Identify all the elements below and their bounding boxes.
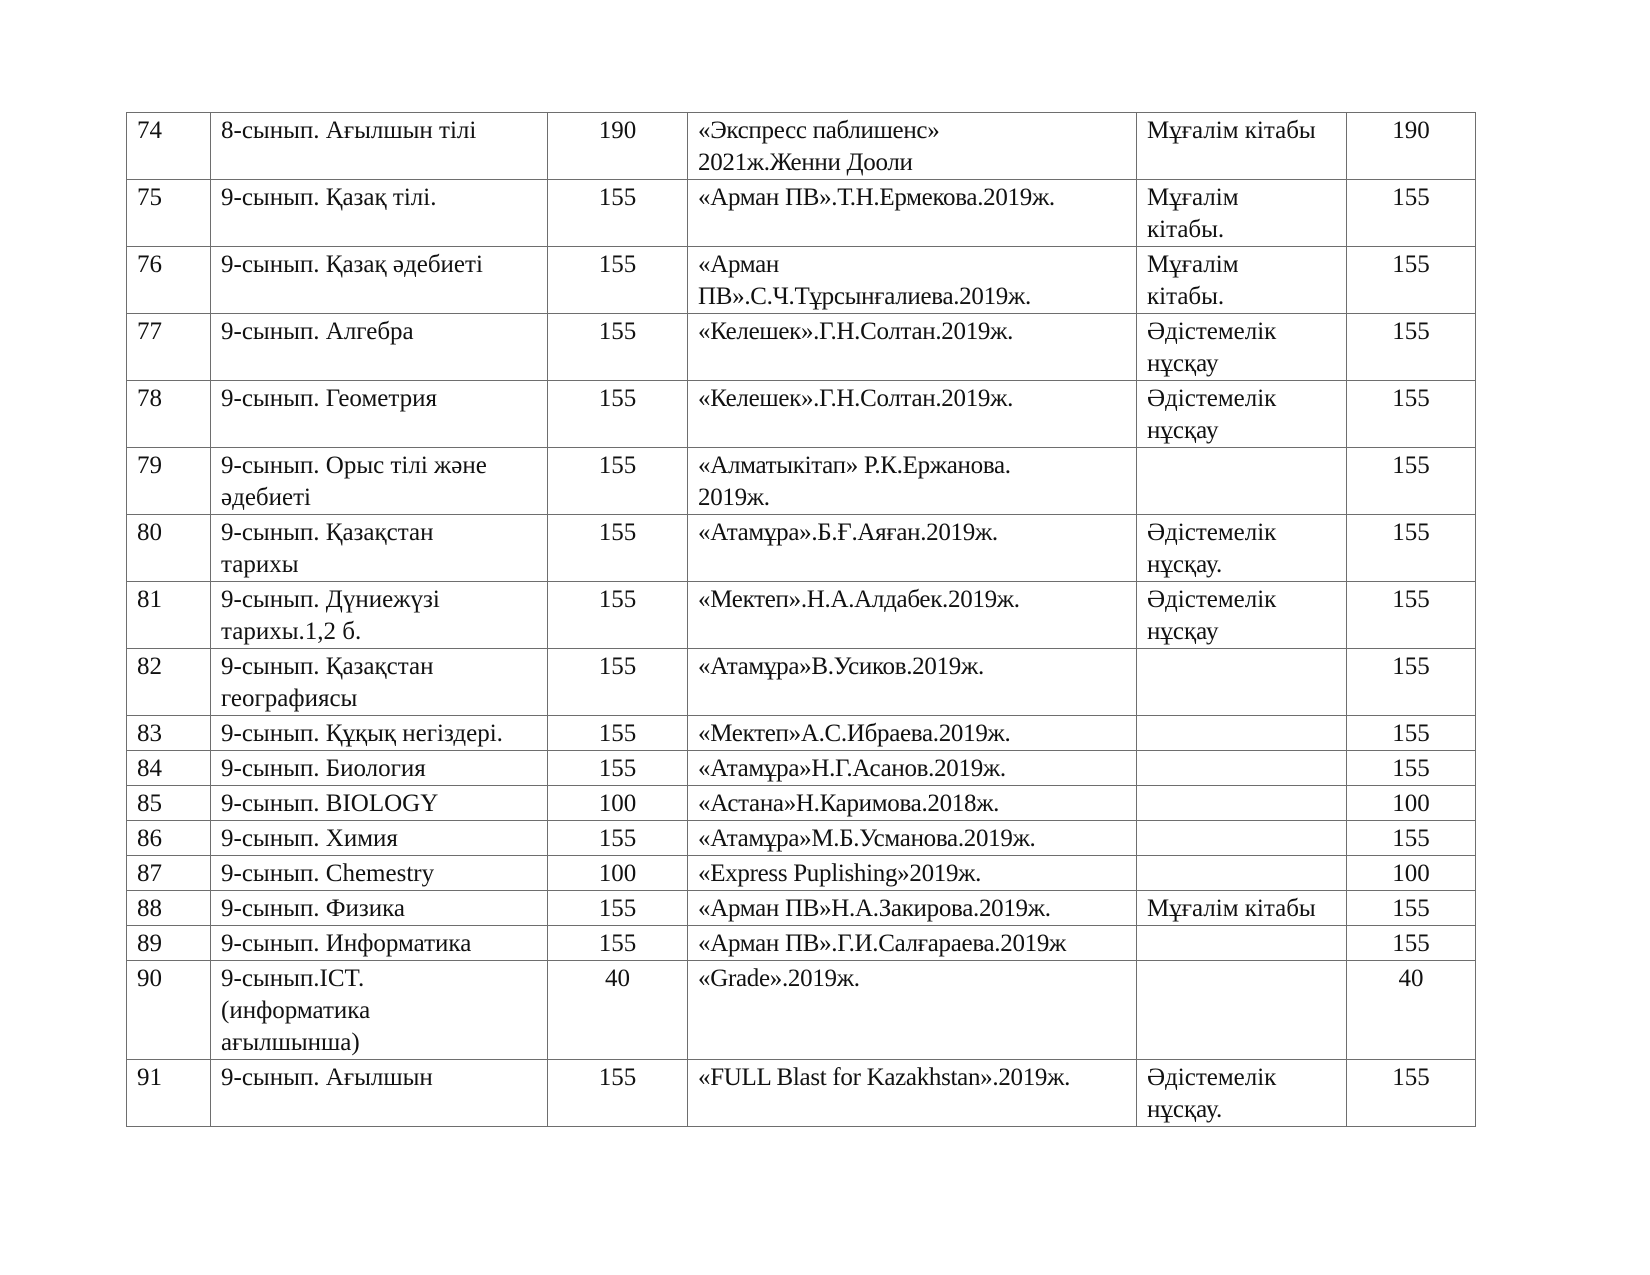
quantity-received-cell: 40	[1347, 961, 1476, 1060]
row-number-cell: 76	[127, 247, 211, 314]
quantity-cell: 155	[548, 515, 688, 582]
table-row	[127, 891, 1476, 926]
book-type-cell	[1137, 786, 1347, 821]
quantity-cell: 155	[548, 649, 688, 716]
quantity-cell: 155	[548, 751, 688, 786]
row-number-cell: 82	[127, 649, 211, 716]
table-row	[127, 1060, 1476, 1127]
quantity-received-cell: 155	[1347, 381, 1476, 448]
textbook-title-cell: 9-сынып. Chemestry	[211, 856, 548, 891]
textbook-title-cell: 9-сынып. Геометрия	[211, 381, 548, 448]
table-row	[127, 113, 1476, 180]
quantity-cell: 155	[548, 381, 688, 448]
publisher-author-cell: «Алматыкітап» Р.К.Ержанова. 2019ж.	[688, 448, 1137, 515]
table-row	[127, 381, 1476, 448]
row-number-cell: 77	[127, 314, 211, 381]
row-number-cell: 79	[127, 448, 211, 515]
table-row	[127, 649, 1476, 716]
table-row	[127, 856, 1476, 891]
book-type-cell: Мұғалім кітабы	[1137, 113, 1347, 180]
publisher-author-cell: «Арман ПВ».С.Ч.Тұрсынғалиева.2019ж.	[688, 247, 1137, 314]
publisher-author-cell: «Арман ПВ».Г.И.Салғараева.2019ж	[688, 926, 1137, 961]
book-type-cell	[1137, 649, 1347, 716]
textbook-title-cell: 9-сынып. Дүниежүзі тарихы.1,2 б.	[211, 582, 548, 649]
quantity-received-cell: 100	[1347, 786, 1476, 821]
quantity-cell: 155	[548, 247, 688, 314]
quantity-received-cell: 155	[1347, 314, 1476, 381]
quantity-received-cell: 100	[1347, 856, 1476, 891]
table-row	[127, 786, 1476, 821]
table-row	[127, 180, 1476, 247]
publisher-author-cell: «Арман ПВ».Т.Н.Ермекова.2019ж.	[688, 180, 1137, 247]
publisher-author-cell: «Express Puplishing»2019ж.	[688, 856, 1137, 891]
table-row	[127, 448, 1476, 515]
quantity-received-cell: 155	[1347, 751, 1476, 786]
row-number-cell: 91	[127, 1060, 211, 1127]
quantity-received-cell: 155	[1347, 926, 1476, 961]
textbook-title-cell: 9-сынып. Химия	[211, 821, 548, 856]
book-type-cell: Мұғалім кітабы	[1137, 891, 1347, 926]
quantity-cell: 40	[548, 961, 688, 1060]
publisher-author-cell: «Мектеп».Н.А.Алдабек.2019ж.	[688, 582, 1137, 649]
textbook-title-cell: 9-сынып. Қазақ тілі.	[211, 180, 548, 247]
book-type-cell	[1137, 821, 1347, 856]
row-number-cell: 89	[127, 926, 211, 961]
row-number-cell: 83	[127, 716, 211, 751]
textbook-title-cell: 9-сынып. Құқық негіздері.	[211, 716, 548, 751]
quantity-received-cell: 155	[1347, 821, 1476, 856]
row-number-cell: 74	[127, 113, 211, 180]
quantity-received-cell: 155	[1347, 247, 1476, 314]
quantity-cell: 155	[548, 926, 688, 961]
textbook-title-cell: 9-сынып. Информатика	[211, 926, 548, 961]
quantity-received-cell: 155	[1347, 582, 1476, 649]
book-type-cell: Әдістемелік нұсқау	[1137, 381, 1347, 448]
row-number-cell: 81	[127, 582, 211, 649]
publisher-author-cell: «Келешек».Г.Н.Солтан.2019ж.	[688, 314, 1137, 381]
table-row	[127, 751, 1476, 786]
textbook-title-cell: 9-сынып. Қазақстан географиясы	[211, 649, 548, 716]
publisher-author-cell: «Астана»Н.Каримова.2018ж.	[688, 786, 1137, 821]
publisher-author-cell: «Grade».2019ж.	[688, 961, 1137, 1060]
quantity-cell: 100	[548, 856, 688, 891]
book-type-cell: Мұғалім кітабы.	[1137, 180, 1347, 247]
textbook-title-cell: 8-сынып. Ағылшын тілі	[211, 113, 548, 180]
quantity-cell: 155	[548, 821, 688, 856]
quantity-received-cell: 190	[1347, 113, 1476, 180]
book-type-cell	[1137, 856, 1347, 891]
table-body	[127, 113, 1476, 1127]
quantity-received-cell: 155	[1347, 1060, 1476, 1127]
book-type-cell: Әдістемелік нұсқау	[1137, 582, 1347, 649]
quantity-cell: 155	[548, 180, 688, 247]
table-row	[127, 515, 1476, 582]
quantity-cell: 155	[548, 1060, 688, 1127]
quantity-received-cell: 155	[1347, 891, 1476, 926]
book-type-cell: Мұғалім кітабы.	[1137, 247, 1347, 314]
book-type-cell	[1137, 961, 1347, 1060]
quantity-received-cell: 155	[1347, 649, 1476, 716]
publisher-author-cell: «Келешек».Г.Н.Солтан.2019ж.	[688, 381, 1137, 448]
book-type-cell: Әдістемелік нұсқау.	[1137, 515, 1347, 582]
textbook-title-cell: 9-сынып. Қазақстан тарихы	[211, 515, 548, 582]
textbook-title-cell: 9-сынып. Орыс тілі және әдебиеті	[211, 448, 548, 515]
publisher-author-cell: «Атамұра»В.Усиков.2019ж.	[688, 649, 1137, 716]
textbook-title-cell: 9-сынып. Қазақ әдебиеті	[211, 247, 548, 314]
quantity-received-cell: 155	[1347, 448, 1476, 515]
publisher-author-cell: «Атамұра»М.Б.Усманова.2019ж.	[688, 821, 1137, 856]
row-number-cell: 86	[127, 821, 211, 856]
book-type-cell: Әдістемелік нұсқау.	[1137, 1060, 1347, 1127]
book-type-cell	[1137, 926, 1347, 961]
textbook-title-cell: 9-сынып. BIOLOGY	[211, 786, 548, 821]
quantity-cell: 155	[548, 891, 688, 926]
quantity-cell: 155	[548, 314, 688, 381]
quantity-received-cell: 155	[1347, 716, 1476, 751]
row-number-cell: 78	[127, 381, 211, 448]
quantity-received-cell: 155	[1347, 515, 1476, 582]
textbook-title-cell: 9-сынып. Физика	[211, 891, 548, 926]
table-row	[127, 247, 1476, 314]
book-type-cell	[1137, 448, 1347, 515]
table-row	[127, 716, 1476, 751]
publisher-author-cell: «Мектеп»А.С.Ибраева.2019ж.	[688, 716, 1137, 751]
textbook-title-cell: 9-сынып. Биология	[211, 751, 548, 786]
book-type-cell: Әдістемелік нұсқау	[1137, 314, 1347, 381]
row-number-cell: 90	[127, 961, 211, 1060]
table-row	[127, 314, 1476, 381]
publisher-author-cell: «Экспресс паблишенс» 2021ж.Женни Дооли	[688, 113, 1137, 180]
publisher-author-cell: «Арман ПВ»Н.А.Закирова.2019ж.	[688, 891, 1137, 926]
textbook-title-cell: 9-сынып. Алгебра	[211, 314, 548, 381]
row-number-cell: 75	[127, 180, 211, 247]
quantity-cell: 190	[548, 113, 688, 180]
publisher-author-cell: «Атамұра»Н.Г.Асанов.2019ж.	[688, 751, 1137, 786]
table-row	[127, 926, 1476, 961]
table-row	[127, 821, 1476, 856]
textbook-title-cell: 9-сынып.ICT. (информатика ағылшынша)	[211, 961, 548, 1060]
table-row	[127, 961, 1476, 1060]
textbook-title-cell: 9-сынып. Ағылшын	[211, 1060, 548, 1127]
quantity-cell: 100	[548, 786, 688, 821]
row-number-cell: 80	[127, 515, 211, 582]
publisher-author-cell: «FULL Blast for Kazakhstan».2019ж.	[688, 1060, 1137, 1127]
row-number-cell: 87	[127, 856, 211, 891]
publisher-author-cell: «Атамұра».Б.Ғ.Аяған.2019ж.	[688, 515, 1137, 582]
row-number-cell: 85	[127, 786, 211, 821]
book-type-cell	[1137, 751, 1347, 786]
table-row	[127, 582, 1476, 649]
quantity-received-cell: 155	[1347, 180, 1476, 247]
quantity-cell: 155	[548, 582, 688, 649]
quantity-cell: 155	[548, 716, 688, 751]
row-number-cell: 84	[127, 751, 211, 786]
row-number-cell: 88	[127, 891, 211, 926]
quantity-cell: 155	[548, 448, 688, 515]
book-type-cell	[1137, 716, 1347, 751]
textbook-table	[126, 112, 1476, 1127]
